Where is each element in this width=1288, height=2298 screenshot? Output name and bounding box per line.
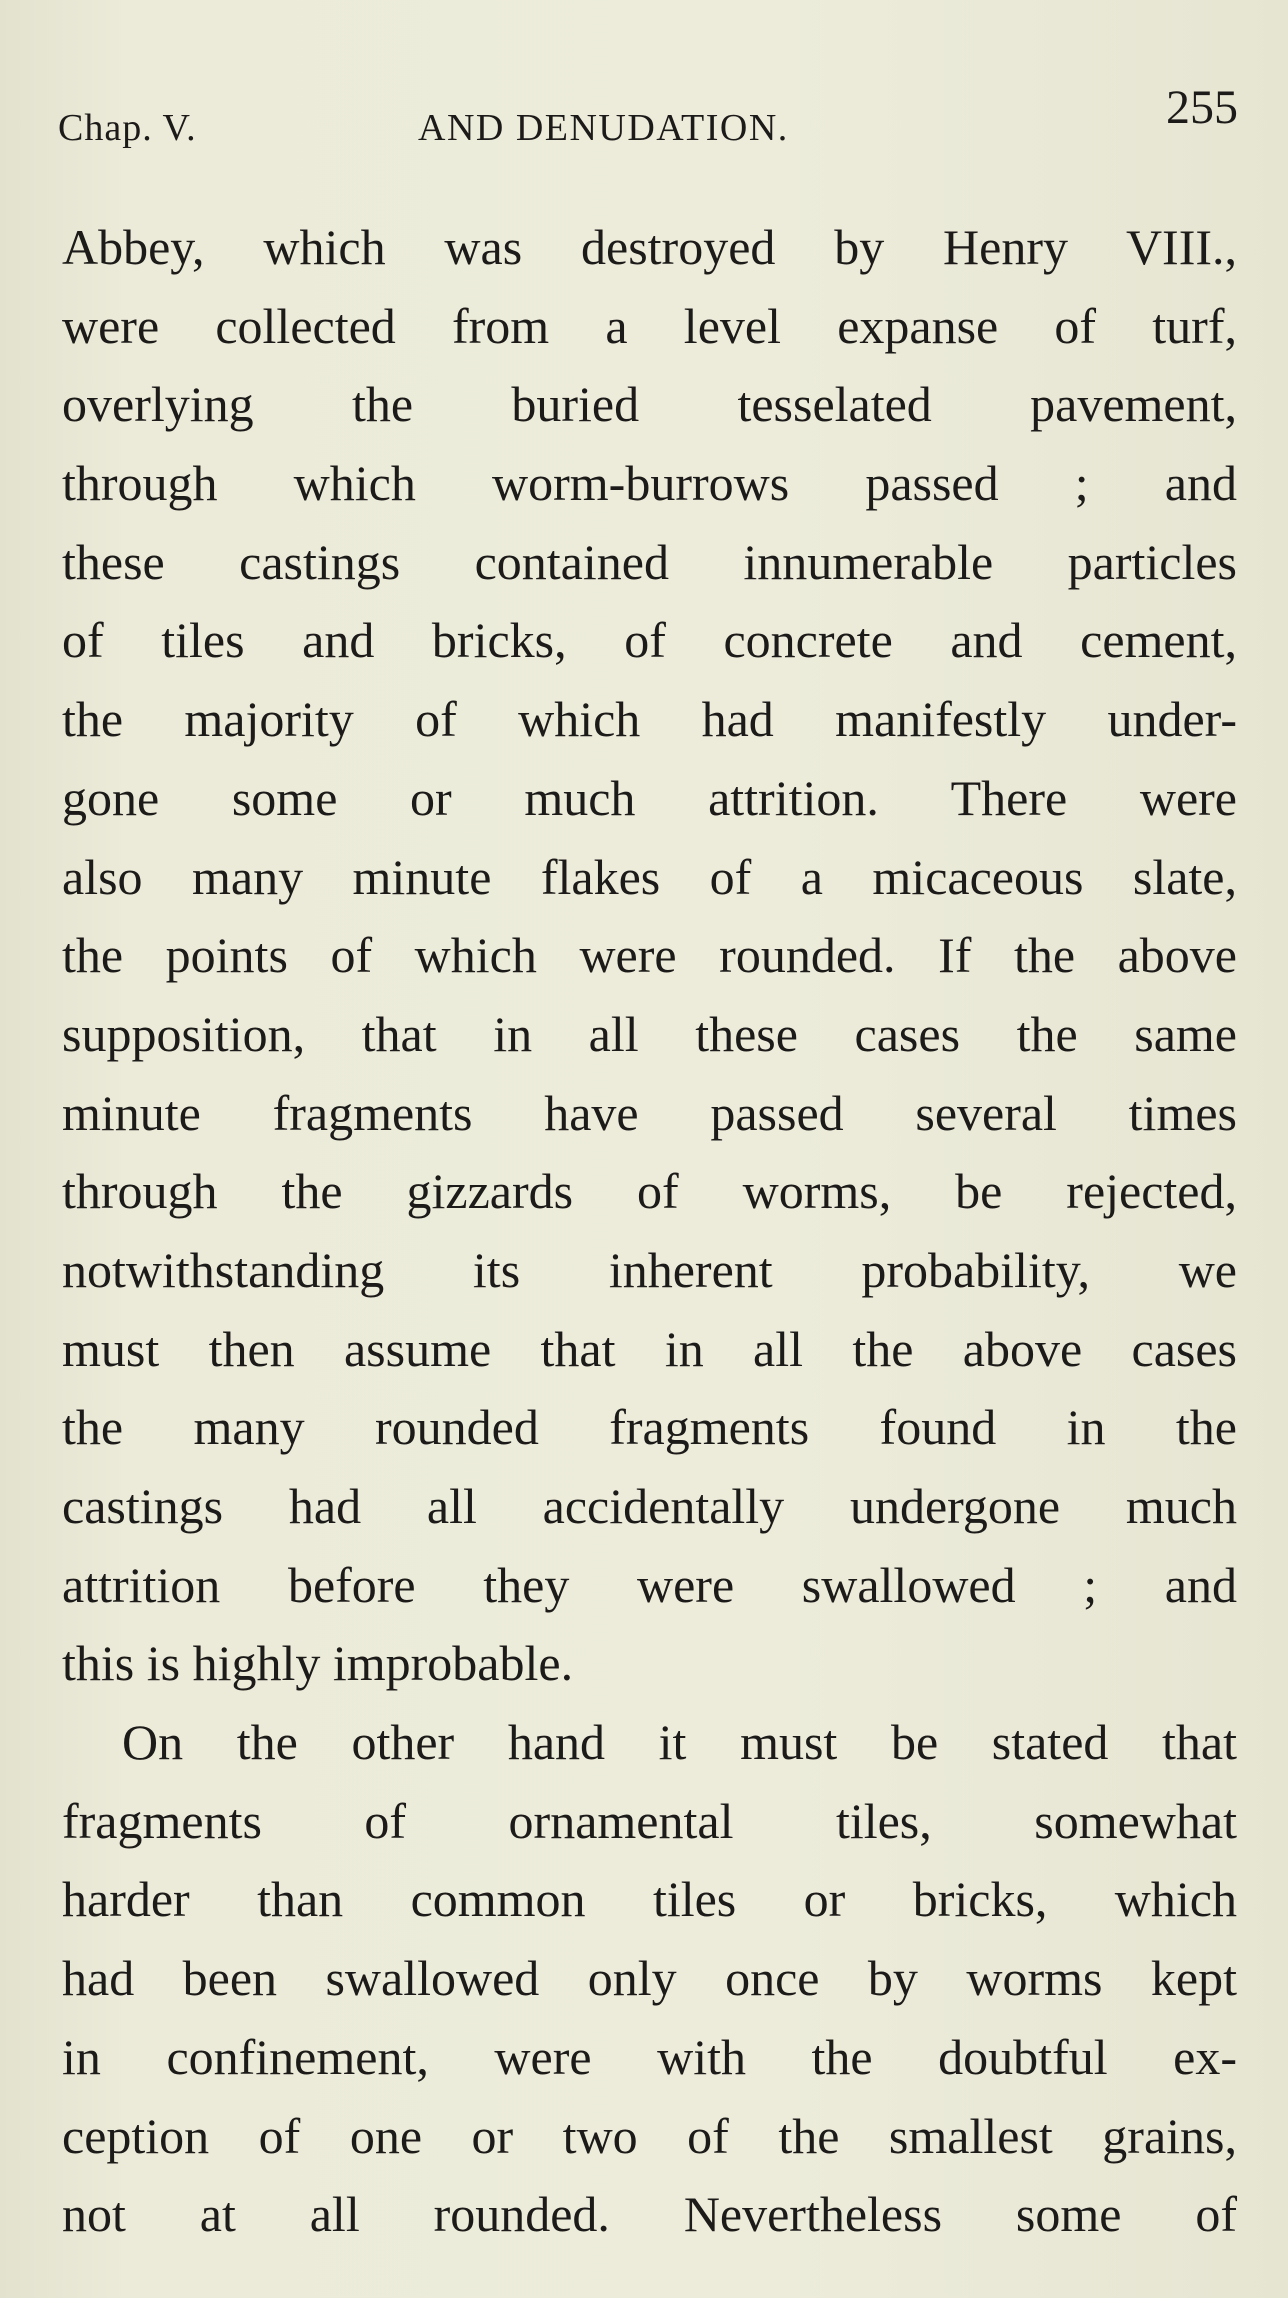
chapter-label: Chap. V.: [58, 107, 197, 149]
running-title: AND DENUDATION.: [418, 107, 789, 149]
running-head: [58, 80, 1238, 150]
text-line: overlying the buried tesselated pavement,: [62, 376, 1237, 433]
text-line: On the other hand it must be stated that: [122, 1714, 1237, 1771]
paragraph-1: [62, 208, 1237, 1703]
text-line: the majority of which had manifestly under-: [62, 691, 1237, 748]
text-line: ception of one or two of the smallest grains,: [62, 2107, 1237, 2164]
page-number: 255: [1166, 81, 1238, 134]
text-line: the points of which were rounded. If the above: [62, 927, 1237, 984]
text-line: in confinement, were with the doubtful ex-: [62, 2028, 1237, 2085]
text-line: notwithstanding its inherent probability, we: [62, 1241, 1237, 1298]
text-line: this is highly improbable.: [62, 1635, 574, 1692]
text-line: must then assume that in all the above cases: [62, 1320, 1237, 1377]
text-line: not at all rounded. Nevertheless some of: [62, 2186, 1237, 2243]
text-line: harder than common tiles or bricks, which: [62, 1871, 1237, 1928]
text-line: the many rounded fragments found in the: [62, 1399, 1237, 1456]
body-text: [62, 208, 1237, 2254]
text-line: Abbey, which was destroyed by Henry VIII.,: [62, 219, 1237, 275]
text-line: gone some or much attrition. There were: [62, 769, 1237, 826]
text-line: attrition before they were swallowed ; and: [62, 1556, 1237, 1613]
text-line: also many minute flakes of a micaceous slate,: [62, 848, 1237, 905]
text-line: these castings contained innumerable particles: [62, 533, 1237, 590]
text-line: of tiles and bricks, of concrete and cement,: [62, 612, 1237, 669]
text-line: had been swallowed only once by worms kept: [62, 1950, 1237, 2007]
text-line: supposition, that in all these cases the same: [62, 1005, 1237, 1062]
paragraph-2: [62, 1703, 1237, 2254]
text-line: castings had all accidentally undergone much: [62, 1478, 1237, 1534]
text-line: minute fragments have passed several times: [62, 1084, 1237, 1141]
text-line: through which worm-burrows passed ; and: [62, 455, 1237, 512]
text-line: fragments of ornamental tiles, somewhat: [62, 1792, 1237, 1849]
text-line: through the gizzards of worms, be rejected,: [62, 1163, 1237, 1220]
text-line: were collected from a level expanse of turf,: [62, 297, 1237, 354]
